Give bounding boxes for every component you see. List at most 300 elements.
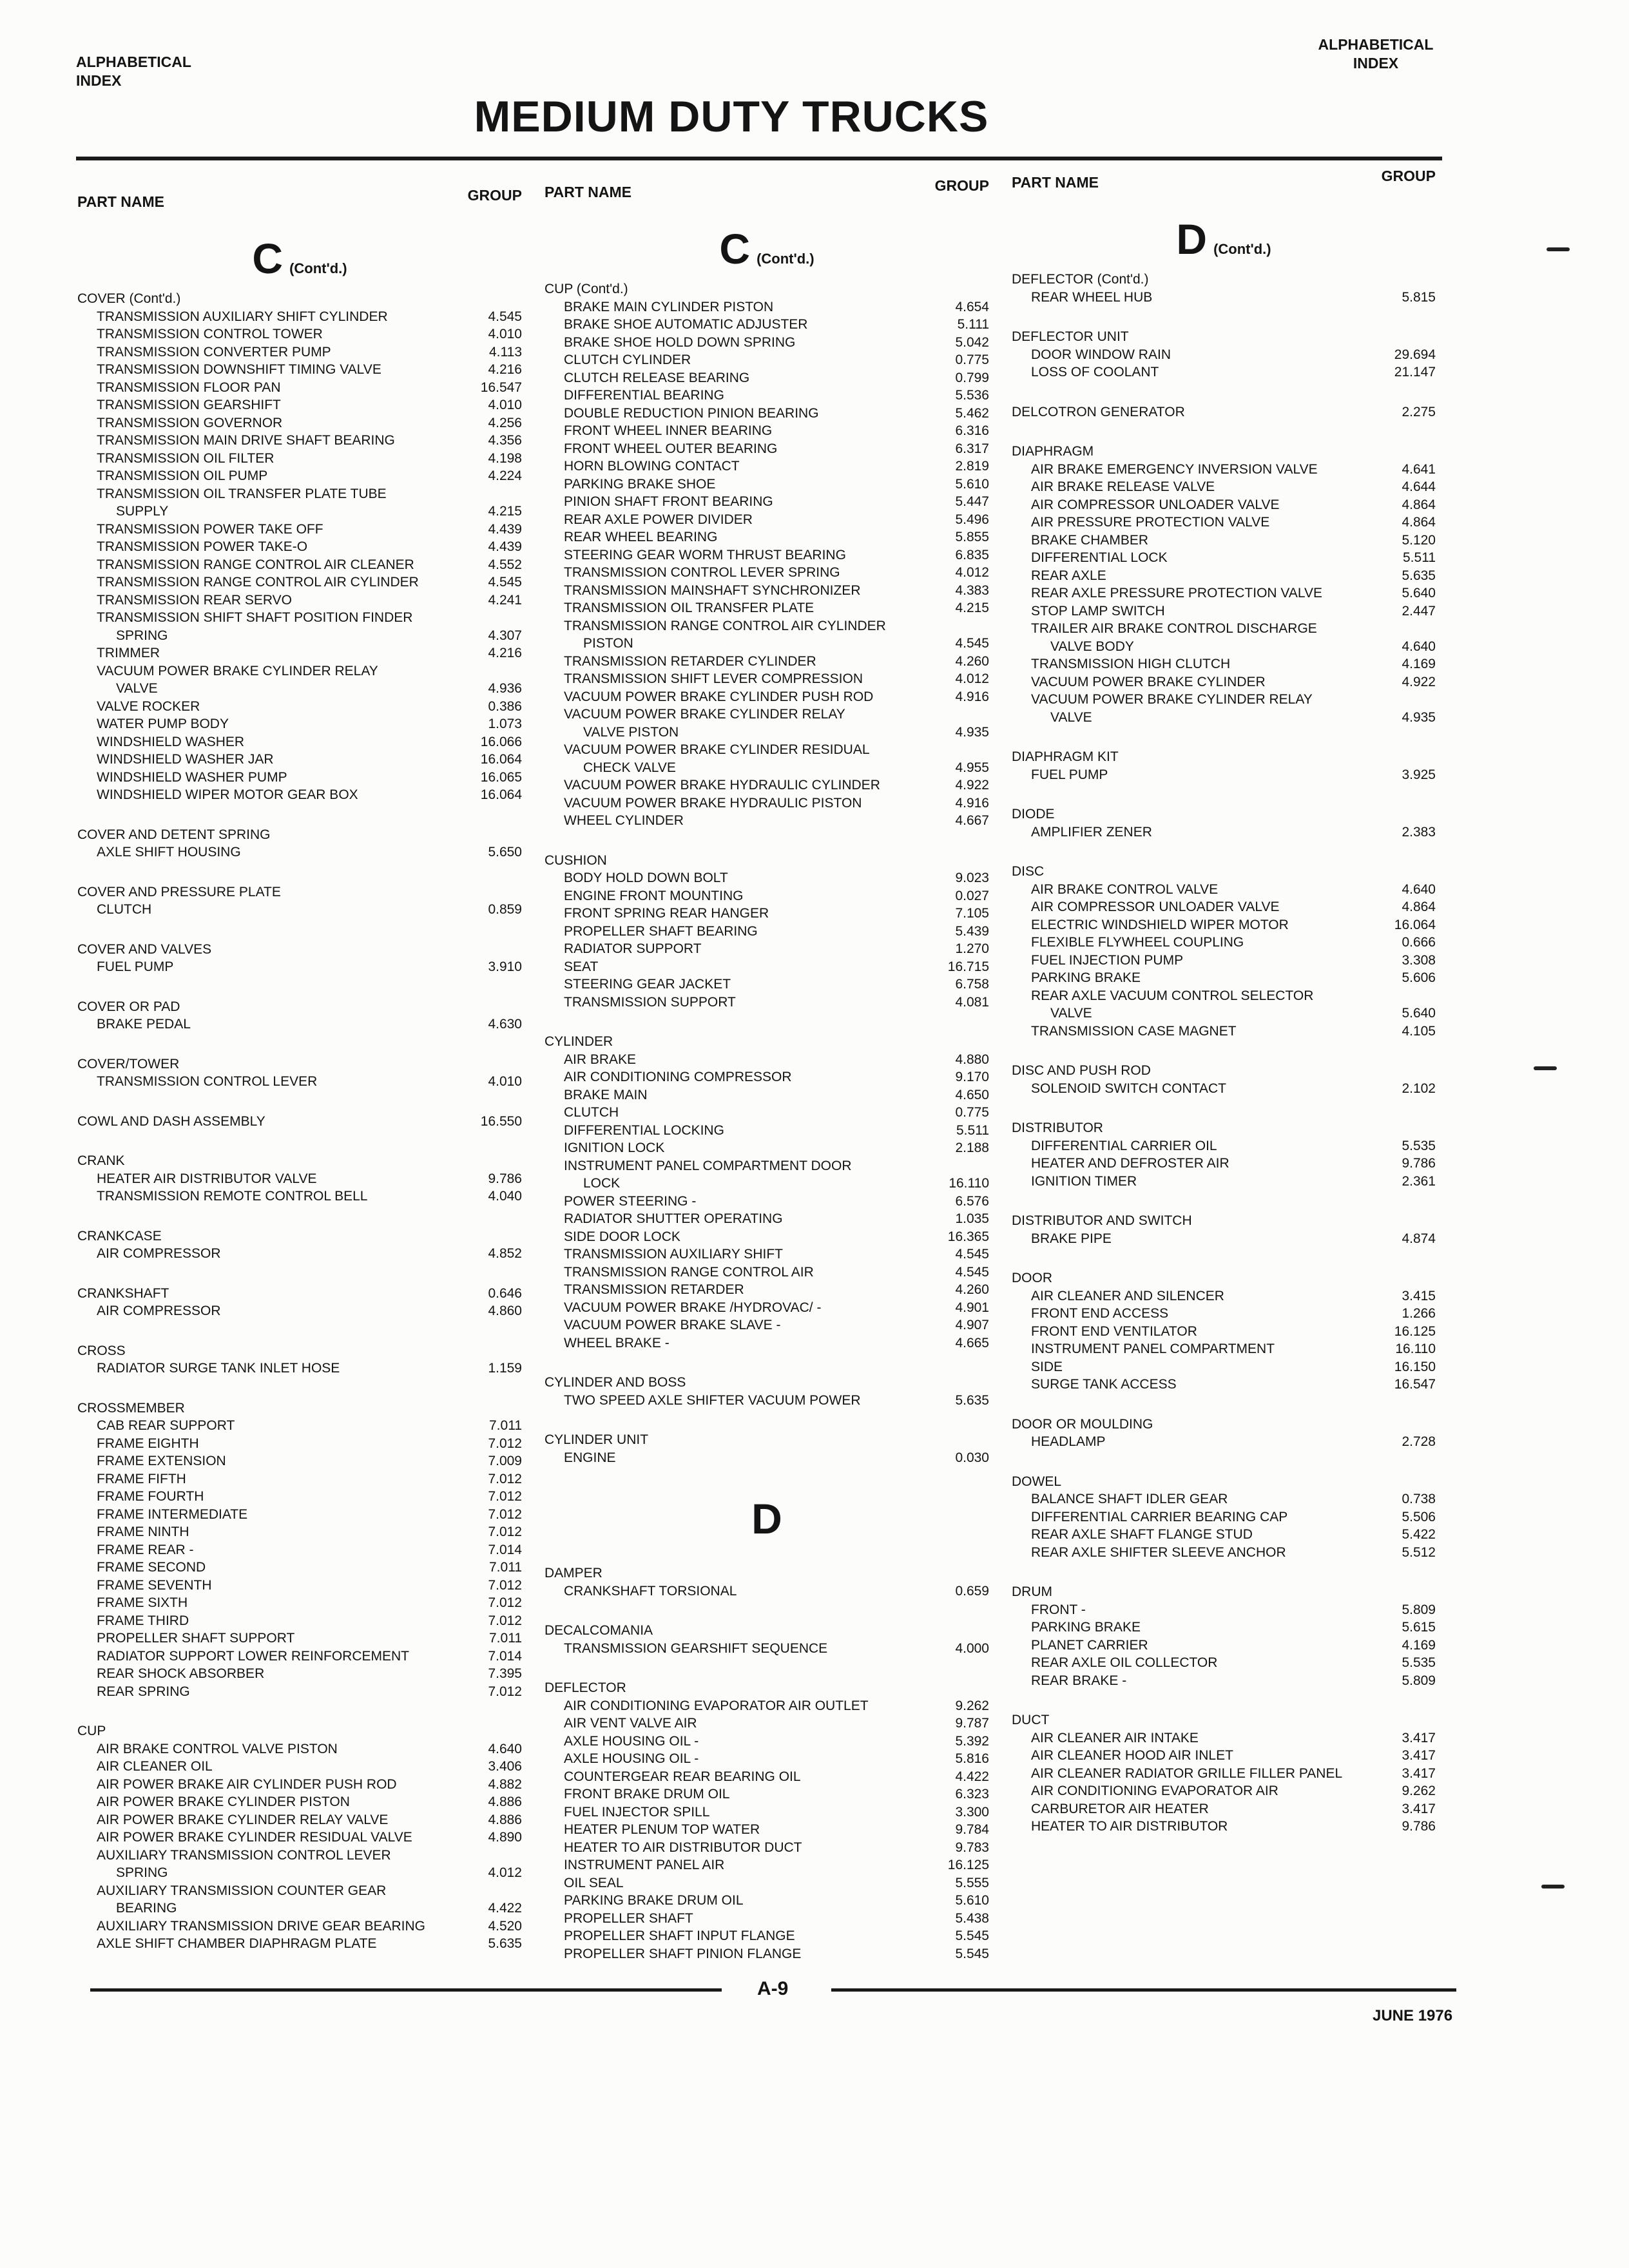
index-entry bbox=[1012, 898, 1436, 916]
index-entry bbox=[77, 1170, 522, 1188]
group-number: 7.011 bbox=[489, 1418, 522, 1433]
index-group bbox=[1012, 748, 1436, 783]
part-name: CLUTCH CYLINDER bbox=[564, 352, 691, 367]
index-entry bbox=[77, 715, 522, 733]
index-entry bbox=[545, 440, 989, 458]
group-number: 5.422 bbox=[1402, 1527, 1436, 1542]
group-number: 4.640 bbox=[488, 1741, 522, 1756]
index-entry bbox=[1012, 1490, 1436, 1508]
group-number: 4.169 bbox=[1402, 657, 1436, 671]
group-number: 2.361 bbox=[1402, 1173, 1436, 1189]
part-name: AUXILIARY TRANSMISSION DRIVE GEAR BEARING bbox=[97, 1918, 425, 1934]
part-name: PLANET CARRIER bbox=[1031, 1637, 1148, 1653]
margin-mark bbox=[1541, 1885, 1565, 1888]
group-number: 6.323 bbox=[955, 1787, 989, 1802]
group-number: 6.835 bbox=[955, 547, 989, 562]
group-number: 5.511 bbox=[1403, 550, 1436, 565]
group-number: 0.799 bbox=[955, 370, 989, 385]
group-name-text: DOOR OR MOULDING bbox=[1012, 1416, 1153, 1432]
section-letter: C bbox=[719, 225, 751, 273]
group-number: 16.365 bbox=[947, 1229, 989, 1244]
group-number: 16.065 bbox=[480, 769, 522, 785]
index-entry bbox=[77, 538, 522, 556]
index-entry bbox=[1012, 766, 1436, 784]
index-entry bbox=[545, 1299, 989, 1317]
group-number: 0.386 bbox=[488, 698, 522, 714]
part-name: CLUTCH bbox=[564, 1105, 619, 1120]
part-name: REAR AXLE SHIFTER SLEEVE ANCHOR bbox=[1031, 1544, 1286, 1560]
group-name bbox=[1012, 403, 1436, 421]
index-entry bbox=[545, 1228, 989, 1246]
part-name: VACUUM POWER BRAKE CYLINDER RELAY bbox=[564, 707, 845, 722]
group-number: 2.819 bbox=[955, 459, 989, 474]
group-number: 4.012 bbox=[955, 671, 989, 686]
index-entry bbox=[1012, 478, 1436, 496]
group-number: 3.417 bbox=[1402, 1730, 1436, 1745]
part-name: WHEEL BRAKE - bbox=[564, 1335, 670, 1350]
group-name bbox=[77, 1152, 522, 1170]
publication-date: JUNE 1976 bbox=[1373, 2007, 1453, 2024]
group-number: 7.012 bbox=[488, 1436, 522, 1451]
group-number: 4.169 bbox=[1402, 1637, 1436, 1653]
group-number: 4.105 bbox=[1402, 1023, 1436, 1039]
index-entry bbox=[545, 1316, 989, 1334]
group-name bbox=[1012, 1269, 1436, 1287]
group-name-text: CYLINDER bbox=[545, 1034, 613, 1049]
group-number: 4.665 bbox=[955, 1335, 989, 1350]
group-name bbox=[77, 290, 522, 308]
section-letter-heading bbox=[1012, 215, 1436, 263]
group-number: 3.417 bbox=[1402, 1765, 1436, 1781]
part-name: AIR CONDITIONING EVAPORATOR AIR bbox=[1031, 1783, 1278, 1798]
group-name bbox=[77, 941, 522, 959]
part-name: ELECTRIC WINDSHIELD WIPER MOTOR bbox=[1031, 917, 1289, 932]
part-name: HEATER TO AIR DISTRIBUTOR DUCT bbox=[564, 1840, 802, 1855]
index-group bbox=[1012, 1212, 1436, 1247]
group-number: 5.512 bbox=[1402, 1544, 1436, 1560]
group-name bbox=[545, 1679, 989, 1697]
group-number: 4.936 bbox=[488, 681, 522, 696]
part-name: CLUTCH RELEASE BEARING bbox=[564, 370, 750, 385]
index-entry bbox=[545, 812, 989, 830]
group-number: 4.860 bbox=[488, 1303, 522, 1318]
group-number: 7.014 bbox=[488, 1648, 522, 1664]
part-name: VALVE bbox=[1050, 709, 1092, 725]
group-name bbox=[1012, 271, 1436, 289]
margin-mark bbox=[1547, 247, 1570, 251]
part-name: SIDE DOOR LOCK bbox=[564, 1229, 680, 1244]
index-entry bbox=[1012, 620, 1436, 638]
group-name bbox=[1012, 863, 1436, 881]
group-number: 6.576 bbox=[955, 1193, 989, 1209]
group-number: 5.545 bbox=[955, 1928, 989, 1943]
part-name: VACUUM POWER BRAKE CYLINDER RESIDUAL bbox=[564, 742, 870, 757]
index-entry bbox=[545, 1733, 989, 1751]
index-entry bbox=[545, 476, 989, 494]
index-entry bbox=[545, 670, 989, 688]
index-group bbox=[77, 1399, 522, 1701]
part-name: FUEL PUMP bbox=[97, 959, 174, 974]
index-entry bbox=[1012, 549, 1436, 567]
index-entry bbox=[77, 1935, 522, 1953]
index-entry bbox=[545, 1821, 989, 1839]
section-letter: D bbox=[751, 1495, 782, 1542]
part-name: STOP LAMP SWITCH bbox=[1031, 603, 1165, 619]
part-name: TRANSMISSION GEARSHIFT bbox=[97, 398, 281, 412]
part-name: FRAME EIGHTH bbox=[97, 1436, 199, 1451]
group-number: 2.383 bbox=[1402, 824, 1436, 840]
part-name: BRAKE PIPE bbox=[1031, 1231, 1112, 1246]
part-name: CRANKSHAFT TORSIONAL bbox=[564, 1583, 737, 1599]
part-name: VACUUM POWER BRAKE HYDRAULIC PISTON bbox=[564, 795, 862, 811]
group-number: 3.925 bbox=[1402, 767, 1436, 782]
part-name: AIR BRAKE bbox=[564, 1052, 637, 1067]
index-entry bbox=[1012, 1729, 1436, 1747]
group-name-text: CUP (Cont'd.) bbox=[545, 282, 628, 296]
index-entry bbox=[545, 887, 989, 905]
index-entry bbox=[77, 503, 522, 521]
group-name bbox=[1012, 1416, 1436, 1434]
part-name: AIR POWER BRAKE CYLINDER PISTON bbox=[97, 1794, 350, 1809]
part-name: FRONT BRAKE DRUM OIL bbox=[564, 1787, 730, 1802]
part-name-heading: PART NAME bbox=[545, 184, 632, 200]
group-number: 4.545 bbox=[488, 309, 522, 324]
group-name-text: CRANKSHAFT bbox=[77, 1285, 169, 1301]
group-name bbox=[77, 1285, 522, 1303]
group-number: 4.256 bbox=[488, 415, 522, 430]
group-number: 4.040 bbox=[488, 1189, 522, 1204]
section-letter: D bbox=[1176, 215, 1208, 263]
part-name: TRANSMISSION RETARDER bbox=[564, 1282, 744, 1297]
part-name: TRANSMISSION CASE MAGNET bbox=[1031, 1023, 1237, 1039]
group-name bbox=[1012, 1473, 1436, 1491]
index-group bbox=[1012, 1583, 1436, 1689]
group-number: 0.775 bbox=[955, 352, 989, 367]
group-number: 5.535 bbox=[1402, 1655, 1436, 1670]
index-entry bbox=[77, 1470, 522, 1488]
part-name: AIR CLEANER HOOD AIR INLET bbox=[1031, 1748, 1233, 1763]
group-number: 4.882 bbox=[488, 1776, 522, 1792]
group-number: 4.907 bbox=[955, 1318, 989, 1332]
group-number: 0.646 bbox=[488, 1285, 522, 1301]
index-column-2 bbox=[545, 177, 989, 1961]
part-name: BRAKE CHAMBER bbox=[1031, 532, 1149, 548]
index-group bbox=[1012, 1119, 1436, 1190]
part-name: LOCK bbox=[583, 1176, 621, 1191]
index-entry bbox=[77, 1187, 522, 1206]
group-number: 16.110 bbox=[949, 1176, 989, 1191]
group-number: 7.012 bbox=[488, 1684, 522, 1699]
index-group bbox=[545, 280, 989, 830]
group-number: 2.447 bbox=[1402, 603, 1436, 619]
group-number: 4.654 bbox=[955, 299, 989, 314]
part-name: FRAME FIFTH bbox=[97, 1471, 186, 1486]
part-name: SEAT bbox=[564, 959, 599, 974]
index-entry bbox=[77, 325, 522, 343]
part-name: REAR AXLE POWER DIVIDER bbox=[564, 512, 753, 527]
group-name bbox=[77, 826, 522, 844]
group-name bbox=[77, 998, 522, 1016]
group-number: 4.955 bbox=[955, 760, 989, 775]
group-name bbox=[1012, 443, 1436, 461]
part-name: CLUTCH bbox=[97, 902, 152, 917]
group-number: 0.659 bbox=[955, 1583, 989, 1599]
group-number: 5.111 bbox=[957, 317, 989, 332]
index-entry bbox=[545, 405, 989, 423]
index-entry bbox=[545, 334, 989, 352]
part-name: AMPLIFIER ZENER bbox=[1031, 824, 1152, 840]
part-name: ENGINE FRONT MOUNTING bbox=[564, 888, 744, 903]
group-name-text: DIODE bbox=[1012, 807, 1055, 822]
index-entry bbox=[77, 1811, 522, 1829]
index-entry bbox=[77, 1648, 522, 1666]
part-name: COUNTERGEAR REAR BEARING OIL bbox=[564, 1769, 801, 1784]
section-letter-heading bbox=[545, 1495, 989, 1542]
part-name: AIR BRAKE CONTROL VALVE bbox=[1031, 881, 1219, 897]
group-name-text: DIAPHRAGM bbox=[1012, 444, 1094, 459]
group-number: 5.640 bbox=[1402, 586, 1436, 601]
index-entry bbox=[77, 521, 522, 539]
part-name: TRANSMISSION GEARSHIFT SEQUENCE bbox=[564, 1640, 828, 1656]
index-entry bbox=[545, 582, 989, 600]
part-name: REAR AXLE PRESSURE PROTECTION VALVE bbox=[1031, 586, 1323, 601]
part-name: TRANSMISSION MAINSHAFT SYNCHRONIZER bbox=[564, 582, 861, 598]
part-name: BODY HOLD DOWN BOLT bbox=[564, 870, 728, 885]
part-name: LOSS OF COOLANT bbox=[1031, 365, 1159, 380]
index-group bbox=[77, 1722, 522, 1953]
header-rule bbox=[76, 157, 1442, 160]
index-entry bbox=[1012, 673, 1436, 691]
part-name: FRAME FOURTH bbox=[97, 1489, 204, 1504]
part-name: BRAKE MAIN CYLINDER PISTON bbox=[564, 299, 774, 314]
index-entry bbox=[1012, 514, 1436, 532]
part-name: TRANSMISSION OIL TRANSFER PLATE bbox=[564, 601, 815, 615]
part-name: RADIATOR SURGE TANK INLET HOSE bbox=[97, 1361, 340, 1376]
part-name: VALVE BODY bbox=[1050, 639, 1134, 654]
index-entry bbox=[545, 994, 989, 1012]
group-name-text: DOWEL bbox=[1012, 1474, 1062, 1489]
index-entry bbox=[77, 733, 522, 751]
group-number: 5.635 bbox=[1402, 568, 1436, 583]
group-name bbox=[77, 1722, 522, 1740]
group-number: 4.215 bbox=[955, 601, 989, 615]
index-entry bbox=[77, 591, 522, 610]
group-number: 4.422 bbox=[955, 1769, 989, 1784]
part-name: PROPELLER SHAFT INPUT FLANGE bbox=[564, 1928, 795, 1943]
group-name-text: DRUM bbox=[1012, 1584, 1052, 1599]
part-name: REAR AXLE bbox=[1031, 568, 1106, 583]
index-group bbox=[1012, 271, 1436, 306]
part-name: DOUBLE REDUCTION PINION BEARING bbox=[564, 405, 819, 421]
index-group bbox=[1012, 863, 1436, 1040]
index-entry bbox=[545, 298, 989, 316]
part-name: FRAME REAR - bbox=[97, 1542, 194, 1557]
index-entry bbox=[77, 1882, 522, 1900]
index-entry bbox=[1012, 952, 1436, 970]
index-group bbox=[1012, 403, 1436, 421]
index-entry bbox=[1012, 1672, 1436, 1690]
group-number: 4.880 bbox=[955, 1052, 989, 1067]
index-entry bbox=[77, 680, 522, 698]
group-name-text: COVER AND PRESSURE PLATE bbox=[77, 884, 281, 899]
index-entry bbox=[1012, 1526, 1436, 1544]
part-name: TRANSMISSION RANGE CONTROL AIR CYLINDER bbox=[97, 575, 419, 590]
index-entry bbox=[545, 1334, 989, 1352]
index-entry bbox=[1012, 709, 1436, 727]
index-entry bbox=[545, 1245, 989, 1264]
group-number: 4.864 bbox=[1402, 497, 1436, 512]
index-column-1 bbox=[77, 187, 522, 1951]
part-name: TRANSMISSION CONVERTER PUMP bbox=[97, 344, 331, 360]
index-entry bbox=[545, 1910, 989, 1928]
part-name: TRANSMISSION GOVERNOR bbox=[97, 415, 283, 430]
group-number: 4.852 bbox=[488, 1246, 522, 1261]
index-entry bbox=[77, 1864, 522, 1882]
index-group bbox=[545, 1622, 989, 1657]
section-letter-heading bbox=[77, 235, 522, 282]
group-number: 5.815 bbox=[1402, 289, 1436, 305]
index-entry bbox=[77, 396, 522, 414]
index-group bbox=[545, 1033, 989, 1352]
index-entry bbox=[545, 1785, 989, 1803]
part-name: HEATER PLENUM TOP WATER bbox=[564, 1822, 760, 1837]
index-entry bbox=[77, 1829, 522, 1847]
index-entry bbox=[545, 1139, 989, 1157]
index-entry bbox=[545, 1874, 989, 1892]
index-entry bbox=[1012, 496, 1436, 514]
part-name: PARKING BRAKE bbox=[1031, 1620, 1141, 1635]
group-name-text: CROSS bbox=[77, 1343, 126, 1358]
group-number: 5.809 bbox=[1402, 1602, 1436, 1617]
index-entry bbox=[77, 1577, 522, 1595]
group-number: 4.901 bbox=[955, 1300, 989, 1315]
part-name: PARKING BRAKE DRUM OIL bbox=[564, 1893, 744, 1908]
group-name bbox=[77, 883, 522, 901]
index-entry bbox=[77, 1776, 522, 1794]
group-number: 4.307 bbox=[488, 628, 522, 643]
index-entry bbox=[545, 905, 989, 923]
part-name: VACUUM POWER BRAKE CYLINDER RELAY bbox=[97, 663, 378, 678]
part-name: TRANSMISSION REAR SERVO bbox=[97, 592, 293, 608]
section-letter-heading bbox=[545, 225, 989, 273]
part-name: INSTRUMENT PANEL COMPARTMENT DOOR bbox=[564, 1158, 852, 1173]
index-entry bbox=[1012, 691, 1436, 709]
group-number: 4.935 bbox=[955, 724, 989, 740]
index-entry bbox=[1012, 363, 1436, 381]
part-name: PROPELLER SHAFT BEARING bbox=[564, 923, 758, 939]
part-name: WATER PUMP BODY bbox=[97, 716, 229, 731]
part-name: AUXILIARY TRANSMISSION CONTROL LEVER bbox=[97, 1847, 391, 1863]
group-number: 4.198 bbox=[488, 450, 522, 466]
group-name-text: DEFLECTOR (Cont'd.) bbox=[1012, 272, 1149, 287]
index-entry bbox=[77, 450, 522, 468]
part-name: DIFFERENTIAL CARRIER BEARING CAP bbox=[1031, 1509, 1288, 1524]
index-group bbox=[545, 1679, 989, 1963]
group-number: 7.012 bbox=[488, 1613, 522, 1628]
part-name: RADIATOR SUPPORT LOWER REINFORCEMENT bbox=[97, 1648, 409, 1664]
group-number: 1.035 bbox=[955, 1211, 989, 1226]
index-entry bbox=[1012, 1358, 1436, 1376]
part-name: BRAKE SHOE AUTOMATIC ADJUSTER bbox=[564, 317, 808, 332]
part-name: AUXILIARY TRANSMISSION COUNTER GEAR bbox=[97, 1883, 387, 1898]
group-number: 7.009 bbox=[488, 1454, 522, 1468]
group-number: 5.506 bbox=[1402, 1509, 1436, 1524]
group-number: 5.447 bbox=[955, 494, 989, 509]
index-column-3 bbox=[1012, 168, 1436, 1881]
group-name bbox=[77, 1342, 522, 1360]
part-name: AIR CONDITIONING COMPRESSOR bbox=[564, 1070, 792, 1084]
group-number: 16.125 bbox=[1394, 1323, 1436, 1339]
part-name: CHECK VALVE bbox=[583, 760, 676, 775]
index-entry bbox=[545, 1264, 989, 1282]
group-number: 1.266 bbox=[1402, 1306, 1436, 1321]
group-number: 4.864 bbox=[1402, 515, 1436, 530]
page-number: A-9 bbox=[757, 1978, 789, 1999]
group-name-text: COVER/TOWER bbox=[77, 1056, 180, 1072]
group-heading: GROUP bbox=[1381, 168, 1436, 184]
part-name: AIR COMPRESSOR bbox=[97, 1246, 221, 1261]
group-number: 4.113 bbox=[489, 344, 522, 360]
part-name: WHEEL CYLINDER bbox=[564, 813, 684, 828]
part-name: TRANSMISSION POWER TAKE-O bbox=[97, 539, 308, 554]
index-entry bbox=[1012, 1137, 1436, 1155]
group-name-text: DISC bbox=[1012, 864, 1045, 879]
group-number: 4.000 bbox=[955, 1640, 989, 1656]
index-entry bbox=[77, 786, 522, 804]
part-name: PINION SHAFT FRONT BEARING bbox=[564, 494, 773, 509]
part-name: DIFFERENTIAL LOCK bbox=[1031, 550, 1168, 565]
part-name: AIR CLEANER AIR INTAKE bbox=[1031, 1730, 1199, 1745]
group-name bbox=[77, 1113, 522, 1131]
part-name: FRAME SEVENTH bbox=[97, 1577, 212, 1593]
part-name: IGNITION LOCK bbox=[564, 1140, 665, 1155]
part-name: AIR CLEANER RADIATOR GRILLE FILLER PANEL bbox=[1031, 1765, 1343, 1781]
part-name: TRANSMISSION RANGE CONTROL AIR CYLINDER bbox=[564, 618, 886, 633]
part-name: PARKING BRAKE bbox=[1031, 970, 1141, 985]
index-entry bbox=[77, 609, 522, 627]
group-number: 5.615 bbox=[1402, 1620, 1436, 1635]
group-name-text: COVER AND DETENT SPRING bbox=[77, 827, 271, 842]
part-name: VALVE bbox=[1050, 1006, 1092, 1021]
group-number: 7.012 bbox=[488, 1506, 522, 1522]
group-name bbox=[545, 1564, 989, 1582]
part-name: VACUUM POWER BRAKE /HYDROVAC/ - bbox=[564, 1300, 822, 1315]
group-number: 9.262 bbox=[1402, 1783, 1436, 1798]
part-name: AIR VENT VALVE AIR bbox=[564, 1716, 697, 1731]
index-entry bbox=[77, 573, 522, 591]
group-name bbox=[545, 1374, 989, 1392]
group-number: 4.890 bbox=[488, 1830, 522, 1845]
group-number: 4.552 bbox=[488, 557, 522, 572]
part-name: WINDSHIELD WASHER JAR bbox=[97, 752, 274, 767]
part-name: PROPELLER SHAFT bbox=[564, 1910, 693, 1926]
group-number: 7.012 bbox=[488, 1471, 522, 1486]
index-entry bbox=[1012, 1508, 1436, 1526]
index-entry bbox=[77, 1740, 522, 1758]
group-number: 2.728 bbox=[1402, 1434, 1436, 1449]
group-number: 5.439 bbox=[955, 923, 989, 939]
group-number: 4.260 bbox=[955, 1282, 989, 1297]
part-name: OIL SEAL bbox=[564, 1875, 624, 1890]
group-name-text: DISTRIBUTOR bbox=[1012, 1120, 1103, 1135]
part-name: VALVE bbox=[116, 681, 158, 696]
part-name: AIR PRESSURE PROTECTION VALVE bbox=[1031, 515, 1270, 530]
index-entry bbox=[1012, 655, 1436, 673]
group-number: 16.125 bbox=[947, 1858, 989, 1872]
part-name: TRANSMISSION HIGH CLUTCH bbox=[1031, 657, 1231, 671]
part-name: STEERING GEAR JACKET bbox=[564, 977, 731, 992]
group-number: 3.417 bbox=[1402, 1801, 1436, 1816]
